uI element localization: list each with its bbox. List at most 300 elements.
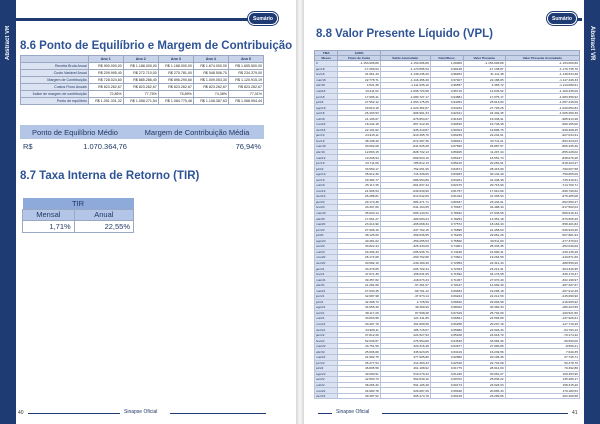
- footer-text: Sinapse Oficial: [124, 409, 158, 415]
- table-cell: -364.346,95: [505, 266, 579, 272]
- table-cell: 4.365,72: [463, 83, 505, 89]
- table-cell: 27.552,12: [338, 99, 380, 105]
- table-row: [315, 393, 580, 399]
- table-cell: -410.871,69: [505, 255, 579, 261]
- vpl-header: Valor Presente: [463, 56, 505, 61]
- table-cell: 34.906,11: [338, 327, 380, 333]
- tma-value: 0,88%: [338, 51, 380, 56]
- table-cell: 26.174,08: [338, 255, 380, 261]
- table-cell: -714.700,71: [505, 183, 579, 189]
- table-cell: 0,97407: [430, 77, 463, 83]
- table-cell: -866.435,46: [505, 144, 579, 150]
- vpl-header: Fluxo de Caixa: [338, 56, 380, 61]
- month-cell: mar/22: [315, 343, 338, 349]
- table-cell: 22.212,59: [463, 293, 505, 299]
- table-cell: 0,88461: [430, 138, 463, 144]
- table-cell: 39.387,52: [338, 393, 380, 399]
- table-cell: 20.106,36: [463, 354, 505, 360]
- table-cell: -118.673,23: [380, 277, 430, 283]
- tir-val-anual: 22,55%: [74, 220, 133, 232]
- table-cell: 461.188,92: [380, 366, 430, 372]
- table-cell: -752.251,96: [380, 166, 430, 172]
- table-row: [21, 63, 264, 70]
- month-cell: set/20: [315, 244, 338, 250]
- table-cell: R$ 1.674.000,00: [193, 63, 228, 70]
- table-cell: 17.061,27: [338, 216, 380, 222]
- table-row: [21, 77, 264, 84]
- table-cell: 38.108,40: [338, 138, 380, 144]
- table-cell: -325.433,09: [380, 244, 430, 250]
- table-cell: -69.761,12: [380, 288, 430, 294]
- table-cell: -996.961,34: [380, 110, 430, 116]
- footer-line-r1: [318, 413, 332, 414]
- table-cell: 21.106,67: [338, 116, 380, 122]
- month-cell: fev/21: [315, 271, 338, 277]
- table-cell: R$ 1.108.387,63: [193, 98, 228, 105]
- table-cell: 0,71692: [430, 271, 463, 277]
- table-cell: 49.090,51: [338, 371, 380, 377]
- table-cell: 27.906,19: [338, 227, 380, 233]
- table-cell: 35.912,30: [338, 171, 380, 177]
- table-cell: 34.488,44: [463, 205, 505, 211]
- table-cell: 38.125,60: [338, 232, 380, 238]
- table-cell: 72,86%: [88, 91, 123, 98]
- table-cell: 135.289,17: [505, 377, 579, 383]
- table-cell: 19.336,91: [463, 116, 505, 122]
- vpl-header: Valor Presente Acumulado: [505, 56, 579, 61]
- row-label: Receita Bruta Anual: [21, 63, 89, 70]
- row-label: Margem de Contribuição: [21, 77, 89, 84]
- table-cell: 0,65108: [430, 332, 463, 338]
- table-cell: 0,69833: [430, 288, 463, 294]
- table-cell: -935.310,87: [380, 127, 430, 133]
- vpl-header: Meses: [315, 56, 338, 61]
- table-cell: -388.559,26: [505, 260, 579, 266]
- tir-header: TIR: [23, 198, 134, 209]
- table-cell: 0,94881: [430, 94, 463, 100]
- table-cell: -158.031,05: [380, 271, 430, 277]
- month-cell: jun/20: [315, 227, 338, 233]
- side-label: Abstract VR: [5, 25, 11, 61]
- table-cell: 0,68620: [430, 299, 463, 305]
- table-cell: -17.289,64: [338, 66, 380, 72]
- table-cell: 23.414,90: [338, 221, 380, 227]
- table-cell: -536.943,20: [505, 227, 579, 233]
- month-cell: jul/21: [315, 299, 338, 305]
- footer-line-r2: [382, 413, 568, 414]
- table-cell: 38.117,29: [338, 310, 380, 316]
- table-cell: 17.910,09: [463, 188, 505, 194]
- table-cell: 0,74901: [430, 244, 463, 250]
- table-cell: 24.448,48: [463, 177, 505, 183]
- month-cell: ago/22: [315, 371, 338, 377]
- month-cell: set/18: [315, 110, 338, 116]
- table-cell: 35.020,14: [338, 210, 380, 216]
- table-cell: 0,92421: [430, 110, 463, 116]
- table-cell: 24.402,45: [463, 110, 505, 116]
- table-cell: 0,78942: [430, 210, 463, 216]
- table-cell: 591.106,48: [380, 382, 430, 388]
- pe-value-cell: [20, 139, 130, 153]
- vpl-header: Saldo Acumulado: [380, 56, 430, 61]
- month-cell: mai/20: [315, 221, 338, 227]
- table-cell: R$ 272.710,00: [123, 70, 158, 77]
- table-cell: -452.036,69: [505, 244, 579, 250]
- table-cell: -584.471,71: [380, 199, 430, 205]
- month-cell: jul/22: [315, 366, 338, 372]
- right-side-tab: [584, 0, 600, 424]
- table-cell: 0,61236: [430, 371, 463, 377]
- table-cell: -94.793,12: [505, 327, 579, 333]
- table-cell: 0,94054: [430, 99, 463, 105]
- month-cell: dez/22: [315, 393, 338, 399]
- table-cell: -639.930,90: [380, 188, 430, 194]
- month-cell: set/19: [315, 177, 338, 183]
- table-cell: 26.887,57: [463, 144, 505, 150]
- table-cell: 276.564,80: [380, 338, 430, 344]
- table-cell: R$ 896.290,60: [158, 77, 193, 84]
- table-cell: 30.511,90: [463, 238, 505, 244]
- table-cell: 0,64540: [430, 338, 463, 344]
- table-cell: 510.279,43: [380, 371, 430, 377]
- right-page: [304, 0, 600, 424]
- table-cell: -613.642,09: [380, 194, 430, 200]
- table-cell: 29.093,98: [463, 299, 505, 305]
- table-cell: -430.136,28: [505, 249, 579, 255]
- table-cell: R$ 1.188.000,00: [123, 63, 158, 70]
- table-cell: 50.478,79: [505, 360, 579, 366]
- table-cell: -1.005.250,39: [505, 110, 579, 116]
- month-cell: jul/20: [315, 232, 338, 238]
- table-cell: -70.174,42: [505, 332, 579, 338]
- table-cell: -489.083,24: [380, 216, 430, 222]
- table-cell: 19.295,18: [463, 288, 505, 294]
- table-cell: 32.087,98: [338, 293, 380, 299]
- table-cell: 25.702,09: [463, 310, 505, 316]
- table-cell: -399.636,55: [380, 232, 430, 238]
- month-cell: jan/19: [315, 133, 338, 139]
- month-cell: nov/19: [315, 188, 338, 194]
- table-cell: -1.117.446,33: [505, 77, 579, 83]
- table-cell: 34.980,78: [338, 388, 380, 394]
- table-cell: 43.307,06: [338, 205, 380, 211]
- table-cell: 151.809,56: [380, 321, 430, 327]
- table-cell: 29.810,18: [338, 105, 380, 111]
- table-cell: -759.865,09: [505, 171, 579, 177]
- table-cell: 0,59648: [430, 388, 463, 394]
- month-cell: mai/18: [315, 88, 338, 94]
- table-cell: 0,83201: [430, 177, 463, 183]
- table-cell: R$ 1.084.775,48: [158, 98, 193, 105]
- table-cell: 0,62318: [430, 360, 463, 366]
- pe-currency: R$: [23, 141, 33, 151]
- table-cell: 16.239,56: [463, 349, 505, 355]
- table-cell: 0,66841: [430, 316, 463, 322]
- table-cell: 33.711,21: [463, 138, 505, 144]
- table-cell: -1.153.606,89: [505, 61, 579, 67]
- table-cell: -841.625,28: [380, 144, 430, 150]
- table-cell: -8.599,21: [505, 343, 579, 349]
- table-row: [21, 98, 264, 105]
- month-cell: jan/22: [315, 332, 338, 338]
- table-cell: 40.381,02: [338, 238, 380, 244]
- table-cell: 31.982,75: [338, 354, 380, 360]
- table-cell: 0,77572: [430, 221, 463, 227]
- table-cell: R$ 1.068.954,44: [228, 98, 263, 105]
- table-cell: 20.865,33: [463, 388, 505, 394]
- table-cell: 30.061,07: [463, 371, 505, 377]
- table-a-header: [21, 56, 89, 63]
- table-cell: 25.606,69: [338, 349, 380, 355]
- table-cell: 17.075,17: [463, 94, 505, 100]
- month-cell: abr/20: [315, 216, 338, 222]
- table-cell: 29.170,38: [338, 199, 380, 205]
- table-cell: -507.881,94: [505, 232, 579, 238]
- table-cell: 39.357,82: [338, 277, 380, 283]
- table-cell: -661.837,44: [380, 183, 430, 189]
- table-cell: -696.790,62: [505, 188, 579, 194]
- table-cell: -790.007,58: [505, 166, 579, 172]
- table-cell: R$ 823.262,67: [228, 84, 263, 91]
- table-cell: -137.926,61: [505, 316, 579, 322]
- table-cell: R$ 1.051.331,32: [88, 98, 123, 105]
- row-label: Ponto de equilíbrio: [21, 98, 89, 105]
- table-cell: -36.590,06: [505, 338, 579, 344]
- sumario-button[interactable]: Sumário: [248, 12, 278, 25]
- table-cell: 0,80337: [430, 199, 463, 205]
- table-cell: -330.170,37: [505, 271, 579, 277]
- table-cell: 25.913,83: [463, 99, 505, 105]
- table-a-header: Ano 4: [193, 56, 228, 63]
- month-cell: abr/22: [315, 349, 338, 355]
- table-cell: 27.630,45: [338, 288, 380, 294]
- table-cell: 179.180,53: [505, 388, 579, 394]
- month-cell: jul/19: [315, 166, 338, 172]
- ponto-equilibrio-table: [20, 55, 264, 105]
- table-cell: 22.594,89: [463, 316, 505, 322]
- table-cell: -506.144,51: [380, 210, 430, 216]
- table-cell: 27.990,85: [463, 343, 505, 349]
- table-cell: 18.163,43: [463, 221, 505, 227]
- table-cell: 21.305,54: [463, 194, 505, 200]
- table-cell: 22.926,33: [463, 327, 505, 333]
- table-cell: 22.312,43: [463, 260, 505, 266]
- table-cell: 13.211,52: [338, 88, 380, 94]
- table-cell: -1.111.935,10: [380, 83, 430, 89]
- table-cell: 19.896,75: [463, 127, 505, 133]
- month-cell: abr/19: [315, 149, 338, 155]
- month-cell: fev/22: [315, 338, 338, 344]
- table-cell: R$ 275.781,00: [158, 70, 193, 77]
- table-cell: 77,01%: [228, 91, 263, 98]
- table-cell: 27.793,25: [463, 105, 505, 111]
- table-cell: 27.970,40: [463, 277, 505, 283]
- month-cell: nov/22: [315, 388, 338, 394]
- table-cell: 17.996,41: [338, 94, 380, 100]
- table-cell: -97.391,57: [380, 282, 430, 288]
- table-cell: 12.645,52: [463, 88, 505, 94]
- table-cell: -828.732,13: [380, 149, 430, 155]
- vpl-header: Fator/Desc.: [430, 56, 463, 61]
- month-cell: dez/18: [315, 127, 338, 133]
- table-cell: -910.395,76: [380, 133, 430, 139]
- table-cell: 0,79637: [430, 205, 463, 211]
- table-cell: -686.954,89: [380, 177, 430, 183]
- footer-line-1: [28, 413, 120, 414]
- table-cell: 14.992,30: [463, 282, 505, 288]
- table-cell: 0,68022: [430, 305, 463, 311]
- table-cell: 33.584,36: [463, 338, 505, 344]
- table-cell: 13.351,18: [463, 216, 505, 222]
- month-cell: fev/19: [315, 138, 338, 144]
- table-cell: 0,72323: [430, 266, 463, 272]
- table-cell: 121.311,86: [380, 316, 430, 322]
- table-cell: 0,99128: [430, 66, 463, 72]
- table-cell: 34.176,58: [463, 271, 505, 277]
- table-cell: 11.207,44: [463, 149, 505, 155]
- month-cell: out/21: [315, 316, 338, 322]
- table-cell: 26.288,81: [338, 194, 380, 200]
- table-cell: R$ 1.120.915,19: [228, 77, 263, 84]
- table-cell: 22.101,62: [338, 127, 380, 133]
- table-cell: -477.370,04: [505, 238, 579, 244]
- table-cell: 665.474,78: [380, 393, 430, 399]
- table-cell: 21.281,66: [338, 282, 380, 288]
- table-cell: 42.398,73: [338, 299, 380, 305]
- month-cell: jan/18: [315, 66, 338, 72]
- section-title-tir: 8.7 Taxa Interna de Retorno (TIR): [20, 170, 200, 182]
- table-cell: -893.323,03: [505, 138, 579, 144]
- table-cell: 20.715,90: [463, 183, 505, 189]
- table-cell: 16.551,74: [463, 155, 505, 161]
- book-gutter: [296, 0, 304, 424]
- table-cell: 0,70447: [430, 282, 463, 288]
- table-cell: 31.661,33: [338, 72, 380, 78]
- table-cell: -589.916,44: [505, 210, 579, 216]
- month-cell: jan/21: [315, 266, 338, 272]
- table-cell: -267.912,49: [505, 288, 579, 294]
- table-cell: 24.212,31: [463, 266, 505, 272]
- month-cell: mar/21: [315, 277, 338, 283]
- table-cell: 75,89%: [158, 91, 193, 98]
- table-cell: -1.029.652,84: [505, 105, 579, 111]
- footer-line-2: [170, 413, 266, 414]
- table-cell: 4.725,59: [380, 299, 430, 305]
- month-cell: mar/20: [315, 210, 338, 216]
- table-cell: -1.057.446,09: [505, 99, 579, 105]
- month-cell: jul/18: [315, 99, 338, 105]
- table-cell: 0,93234: [430, 105, 463, 111]
- table-cell: -675.485,08: [505, 194, 579, 200]
- month-cell: jan/20: [315, 199, 338, 205]
- table-cell: R$ 1.009.053,30: [193, 77, 228, 84]
- table-a-header: Ano 5: [228, 56, 263, 63]
- table-cell: 29.496,33: [338, 249, 380, 255]
- table-cell: 21.906,54: [338, 188, 380, 194]
- section-title-vpl: 8.8 Valor Presente Líquido (VPL): [316, 28, 494, 40]
- table-cell: 42.560,73: [338, 377, 380, 383]
- table-cell: 27.746,71: [505, 354, 579, 360]
- month-cell: nov/18: [315, 122, 338, 128]
- table-cell: 0,95716: [430, 88, 463, 94]
- table-cell: 22.778,71: [338, 77, 380, 83]
- table-cell: 33.803,58: [338, 316, 380, 322]
- table-cell: 43.751,56: [338, 343, 380, 349]
- table-cell: 345.923,05: [380, 349, 430, 355]
- footer-page-number: 40: [18, 410, 24, 416]
- table-cell: -117.719,45: [505, 321, 579, 327]
- table-cell: 16.748,48: [463, 122, 505, 128]
- pe-margin: 76,94%: [235, 141, 261, 151]
- month-cell: mar/19: [315, 144, 338, 150]
- table-cell: 0,72959: [430, 260, 463, 266]
- table-cell: 0,86925: [430, 149, 463, 155]
- month-cell: jun/18: [315, 94, 338, 100]
- table-cell: -437.762,15: [380, 227, 430, 233]
- table-cell: 30.142,49: [463, 171, 505, 177]
- table-cell: R$ 1.655.500,00: [228, 63, 263, 70]
- table-cell: 1,00000: [430, 61, 463, 67]
- table-cell: 0,91615: [430, 116, 463, 122]
- table-cell: 23.711,06: [338, 160, 380, 166]
- month-cell: jun/21: [315, 293, 338, 299]
- month-cell: ago/19: [315, 171, 338, 177]
- table-cell: 24.915,11: [338, 133, 380, 139]
- table-cell: 0,81757: [430, 188, 463, 194]
- table-cell: R$ 885.286,40: [123, 77, 158, 84]
- table-cell: -245.699,90: [505, 293, 579, 299]
- table-cell: -927.034,24: [505, 133, 579, 139]
- table-cell: 25.835,22: [463, 377, 505, 383]
- table-cell: 0,76895: [430, 227, 463, 233]
- table-a-header: Ano 3: [158, 56, 193, 63]
- table-cell: R$ 1.058.271,54: [123, 98, 158, 105]
- month-cell: dez/21: [315, 327, 338, 333]
- table-cell: -957.412,49: [380, 122, 430, 128]
- table-cell: -1.170.745,76: [505, 66, 579, 72]
- table-cell: -1.153.606,89: [338, 61, 380, 67]
- table-cell: 19.208,94: [338, 155, 380, 161]
- table-cell: 0,74248: [430, 249, 463, 255]
- table-cell: 0,71067: [430, 277, 463, 283]
- month-cell: nov/21: [315, 321, 338, 327]
- row-label: Custo Variável Anual: [21, 70, 89, 77]
- table-cell: 74,38%: [193, 91, 228, 98]
- table-cell: R$ 1.188.000,00: [158, 63, 193, 70]
- table-cell: -716.339,66: [380, 171, 430, 177]
- table-cell: R$ 823.262,67: [88, 84, 123, 91]
- sumario-button-right[interactable]: Sumário: [547, 12, 577, 25]
- table-cell: 0,85416: [430, 160, 463, 166]
- table-cell: 0,60702: [430, 377, 463, 383]
- table-row: [21, 91, 264, 98]
- table-cell: 20.253,01: [463, 160, 505, 166]
- month-cell: out/19: [315, 183, 338, 189]
- table-cell: 0,98263: [430, 72, 463, 78]
- table-cell: 22.732,08: [463, 360, 505, 366]
- month-cell: mai/21: [315, 288, 338, 294]
- section-title-ponto-equilibrio: 8.6 Ponto de Equilíbrio e Margem de Contribuição: [20, 40, 293, 52]
- table-cell: 22.188,05: [463, 77, 505, 83]
- table-cell: -302.199,97: [505, 277, 579, 283]
- sumario-ribbon: [16, 18, 250, 21]
- table-cell: 26.403,53: [338, 110, 380, 116]
- table-cell: 30.497,70: [338, 321, 380, 327]
- left-side-tab: [0, 0, 16, 424]
- table-cell: 0,81044: [430, 194, 463, 200]
- month-cell: fev/20: [315, 205, 338, 211]
- month-cell: ago/20: [315, 238, 338, 244]
